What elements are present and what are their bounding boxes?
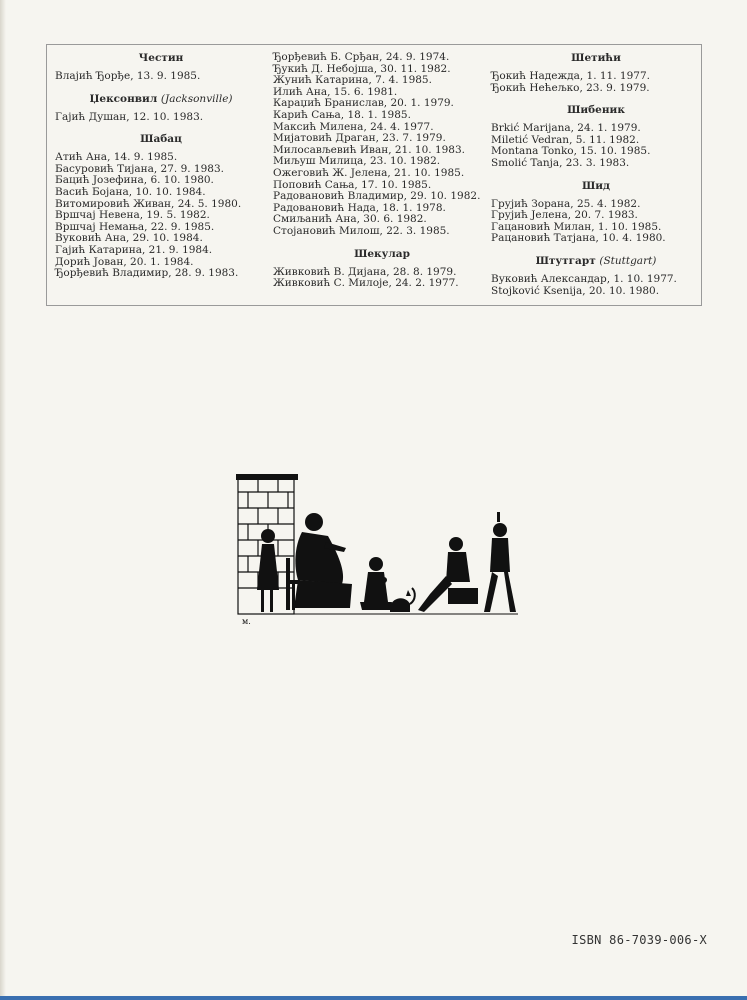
list-item: Brkić Marijana, 24. 1. 1979. [491, 122, 641, 135]
list-item: Бацић Јозефина, 6. 10. 1980. [55, 174, 214, 187]
section-heading: Честин [138, 52, 184, 64]
list-item: Атић Ана, 14. 9. 1985. [55, 151, 178, 164]
silhouette-family-scene-icon [234, 472, 520, 628]
list-item: Montana Tonko, 15. 10. 1985. [491, 145, 651, 158]
list-item: Вршчај Немања, 22. 9. 1985. [55, 220, 215, 233]
name-list-box [46, 44, 702, 306]
column-2 [273, 52, 491, 290]
list-item: Васић Бојана, 10. 10. 1984. [55, 185, 206, 198]
section-heading: Штутгарт (Stuttgart) [535, 254, 657, 267]
list-item: Максић Милена, 24. 4. 1977. [273, 120, 434, 133]
list-item: Рацановић Татјана, 10. 4. 1980. [491, 232, 666, 245]
list-item: Гацановић Милан, 1. 10. 1985. [491, 220, 662, 233]
list-item: Ђорђевић Б. Срђан, 24. 9. 1974. [273, 51, 450, 63]
column-1 [55, 52, 267, 280]
list-item: Радовановић Нада, 18. 1. 1978. [273, 201, 446, 214]
list-item: Живковић С. Милоје, 24. 2. 1977. [273, 277, 459, 290]
list-item: Влајић Ђорђе, 13. 9. 1985. [55, 70, 201, 82]
list-item: Stojković Ksenija, 20. 10. 1980. [491, 284, 660, 297]
svg-text:м.: м. [242, 617, 251, 626]
list-item: Витомировић Живан, 24. 5. 1980. [55, 197, 242, 210]
list-item: Вршчај Невена, 19. 5. 1982. [55, 209, 210, 222]
list-item: Ђокић Надежда, 1. 11. 1977. [491, 70, 650, 82]
list-item: Карић Сања, 18. 1. 1985. [273, 108, 411, 121]
list-item: Живковић В. Дијана, 28. 8. 1979. [273, 265, 457, 278]
section-heading: Шетићи [571, 52, 621, 64]
list-item: Стојановић Милош, 22. 3. 1985. [273, 224, 450, 237]
list-item: Smolić Tanja, 23. 3. 1983. [491, 156, 630, 169]
list-item: Караџић Бранислав, 20. 1. 1979. [273, 97, 454, 110]
list-item: Ђокић Нећељко, 23. 9. 1979. [491, 81, 650, 94]
bottom-stripe [0, 996, 747, 1000]
page-edge [0, 0, 6, 1000]
column-3 [491, 52, 701, 297]
list-item: Илић Ана, 15. 6. 1981. [273, 85, 398, 98]
list-item: Ђорђевић Владимир, 28. 9. 1983. [55, 267, 239, 280]
isbn-number: ISBN 86-7039-006-X [571, 933, 707, 947]
section-heading: Шибеник [567, 104, 625, 117]
list-item: Радовановић Владимир, 29. 10. 1982. [273, 190, 481, 203]
list-item: Вуковић Александар, 1. 10. 1977. [491, 272, 677, 285]
list-item: Миљуш Милица, 23. 10. 1982. [273, 155, 441, 168]
section-heading: Џексонвил (Jacksonville) [89, 92, 233, 105]
list-item: Басуровић Тијана, 27. 9. 1983. [55, 162, 224, 175]
list-item: Вуковић Ана, 29. 10. 1984. [55, 232, 203, 245]
list-item: Miletić Vedran, 5. 11. 1982. [491, 133, 640, 146]
list-item: Гајић Душан, 12. 10. 1983. [55, 110, 204, 123]
list-item: Грујић Зорана, 25. 4. 1982. [491, 197, 641, 210]
list-item: Грујић Јелена, 20. 7. 1983. [491, 209, 638, 222]
list-item: Милосављевић Иван, 21. 10. 1983. [273, 143, 466, 156]
list-item: Ђукић Д. Небојша, 30. 11. 1982. [273, 62, 451, 75]
section-heading: Шекулар [354, 247, 410, 260]
list-item: Смиљанић Ана, 30. 6. 1982. [273, 213, 427, 226]
list-item: Дорић Јован, 20. 1. 1984. [55, 255, 194, 268]
list-item: Мијатовић Драган, 23. 7. 1979. [273, 132, 446, 145]
list-item: Жунић Катарина, 7. 4. 1985. [273, 74, 432, 87]
list-item: Ожеговић Ж. Јелена, 21. 10. 1985. [273, 166, 465, 179]
section-heading: Шабац [140, 133, 182, 146]
section-heading: Шид [581, 179, 611, 192]
list-item: Поповић Сања, 17. 10. 1985. [273, 178, 432, 191]
list-item: Гајић Катарина, 21. 9. 1984. [55, 243, 213, 256]
